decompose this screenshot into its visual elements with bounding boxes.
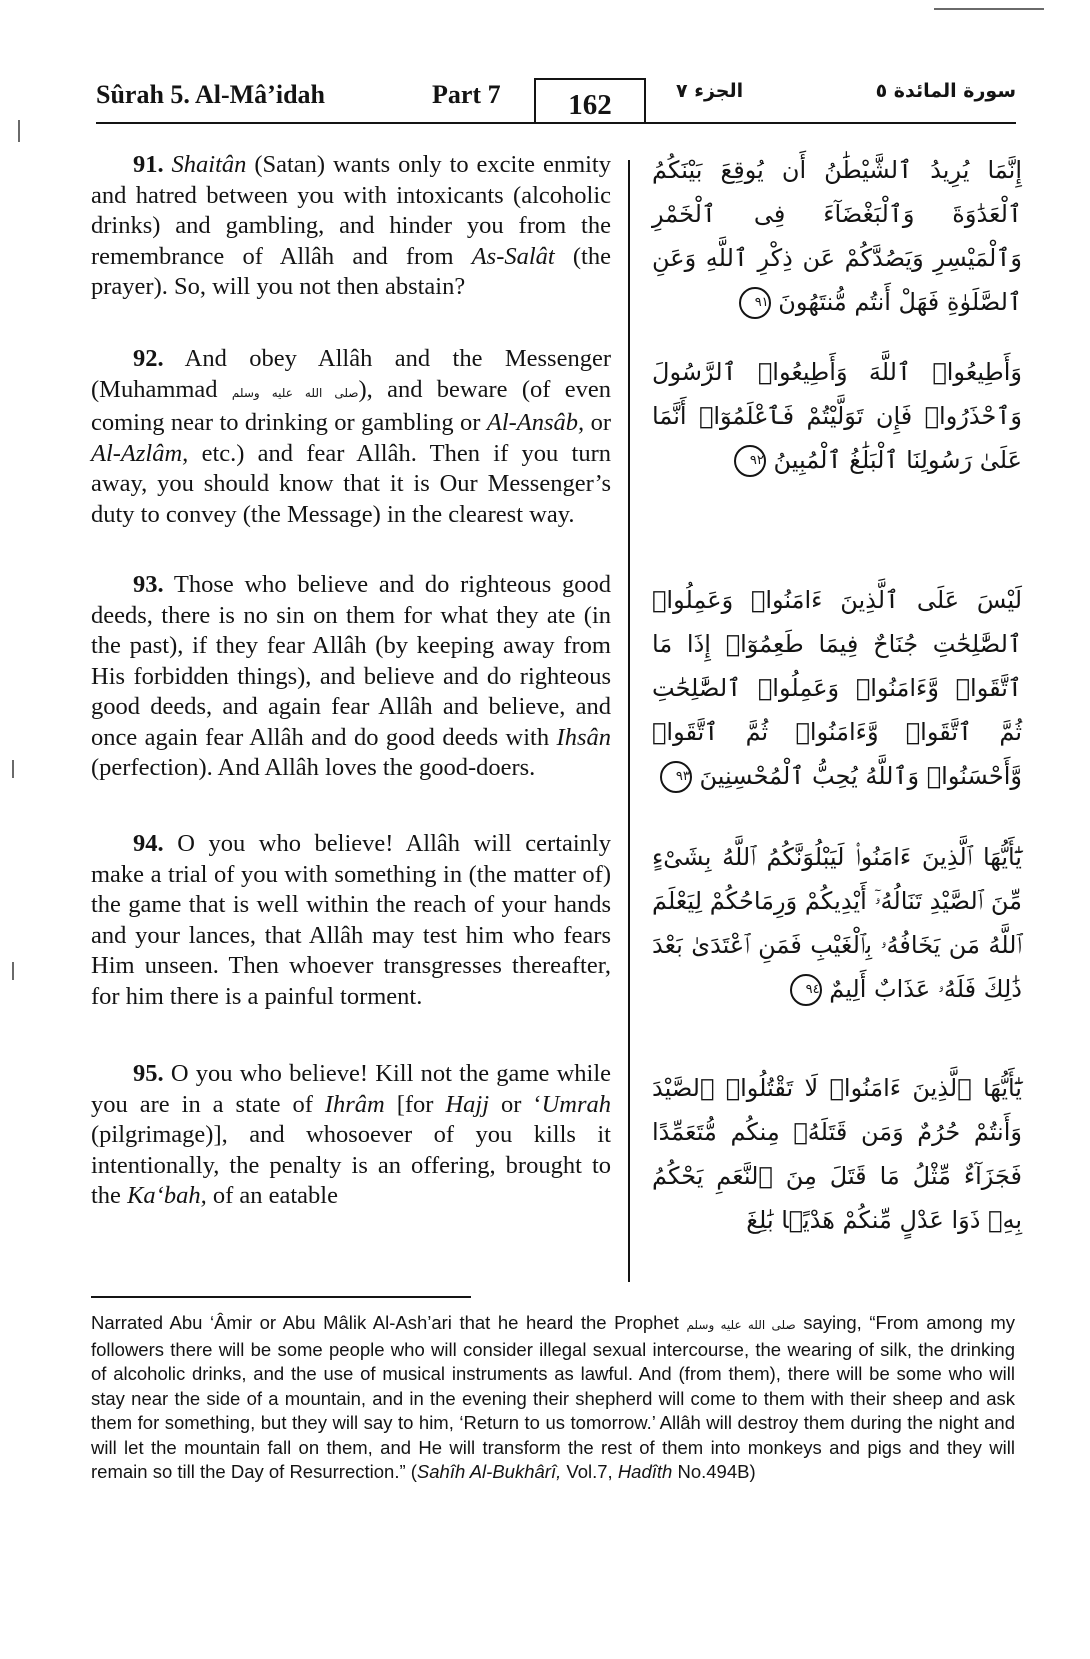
part-label-ar: الجزء ٧ [676, 80, 744, 102]
arabic-verse-94: يَٰٓأَيُّهَا ٱلَّذِينَ ءَامَنُوا۟ لَيَبْلُوَنَّكُمُ ٱللَّهُ بِشَىْءٍ مِّنَ ٱلصَّيْدِ تَنَالُهُۥٓ أَيْدِيكُمْ وَرِمَاحُكُمْ لِيَعْلَمَ ٱللَّهُ مَن يَخَافُهُۥ بِٱلْغَيْبِ فَمَنِ ٱعْتَدَىٰ بَعْدَ ذَٰلِكَ فَلَهُۥ عَذَابٌ أَلِيمٌ ٩٤ [652, 835, 1022, 1011]
footnote: Narrated Abu ‘Âmir or Abu Mâlik Al-Ash’ari that he heard the Prophet صلى الله عليه وسلم saying, “From among my followers there will be some people who will consider illegal sexual intercourse, the wearing of silk, the drinking of alcoholic drinks, and the use of musical instruments as lawful. And (from them), there will be some who will stay near the side of a mountain, and in the evening their shepherd will come to them with their sheep and ask them for something, but they will say to him, ‘Return to us tomorrow.’ Allâh will destroy them during the night and will let the mountain fall on them, and He will transform the rest of them into monkeys and pigs and they will remain so till the Day of Resurrection.” (Sahîh Al-Bukhârî, Vol.7, Hadîth No.494B) [91, 1312, 1015, 1482]
part-label-en: Part 7 [432, 80, 501, 109]
verse-92: 92. And obey Allâh and the Messenger (Muhammad صلى الله عليه وسلم), and beware (of even coming near to drinking or gambling or Al-Ansâb, or Al-Azlâm, etc.) and fear Allâh. Then if you turn away, you should know that it is Our Messenger’s duty to convey (the Message) in the clearest way. [91, 345, 612, 528]
scan-edge-mark [934, 8, 1044, 10]
term: Al-Azlâm, [91, 439, 189, 467]
term: Shaitân [171, 151, 247, 178]
term: As-Salât [471, 242, 555, 270]
header-rule [96, 122, 1016, 124]
verse-number: 95. [133, 1060, 164, 1087]
verse-number: 94. [133, 830, 164, 857]
arabic-verse-92: وَأَطِيعُوا۟ ٱللَّهَ وَأَطِيعُوا۟ ٱلرَّسُولَ وَٱحْذَرُوا۟ فَإِن تَوَلَّيْتُمْ فَٱعْلَمُوٓا۟ أَنَّمَا عَلَىٰ رَسُولِنَا ٱلْبَلَٰغُ ٱلْمُبِينُ ٩٢ [652, 350, 1022, 482]
verse-number: 93. [133, 571, 164, 598]
term: Ihrâm [324, 1090, 385, 1118]
surah-title-en: Sûrah 5. Al-Mâ’idah [96, 80, 325, 109]
footnote-rule [91, 1296, 471, 1298]
verse-95: 95. O you who believe! Kill not the game while you are in a state of Ihrâm [for Hajj or ‘Umrah (pilgrimage)], and whosoever of you kills it intentionally, the penalty is an offering, brought to the Ka‘bah, of an eatable [91, 1060, 611, 1209]
column-divider [628, 160, 630, 1282]
ayah-number-marker: ٩٢ [734, 445, 766, 477]
surah-title-ar: سورة المائدة ٥ [875, 80, 1016, 102]
arabic-verse-93: لَيْسَ عَلَى ٱلَّذِينَ ءَامَنُوا۟ وَعَمِلُوا۟ ٱلصَّٰلِحَٰتِ جُنَاحٌ فِيمَا طَعِمُوٓا۟ إِذَا مَا ٱتَّقَوا۟ وَّءَامَنُوا۟ وَعَمِلُوا۟ ٱلصَّٰلِحَٰتِ ثُمَّ ٱتَّقَوا۟ وَّءَامَنُوا۟ ثُمَّ ٱتَّقَوا۟ وَّأَحْسَنُوا۟ وَٱللَّهُ يُحِبُّ ٱلْمُحْسِنِينَ ٩٣ [652, 578, 1022, 798]
scan-edge-mark [12, 962, 14, 980]
verse-93: 93. Those who believe and do righteous good deeds, there is no sin on them for what they ate (in the past), if they fear Allâh (by keeping away from His forbidden things), and believe and do righteous good deeds, and again fear Allâh and believe, and once again fear Allâh and do good deeds with Ihsân (perfection). And Allâh loves the good-doers. [91, 571, 611, 781]
scan-edge-mark [12, 760, 14, 778]
term: Ihsân [556, 723, 611, 751]
term: Hajj [445, 1090, 490, 1118]
term: Al-Ansâb, [486, 409, 585, 436]
salutation-ar: صلى الله عليه وسلم [686, 1318, 796, 1332]
ayah-number-marker: ٩١ [739, 287, 771, 319]
scan-edge-mark [18, 120, 20, 142]
verse-number: 92. [133, 345, 164, 372]
citation-term: Hadîth [617, 1461, 673, 1482]
term: Ka‘bah, [127, 1182, 207, 1209]
page-number: 162 [534, 78, 646, 122]
salutation-ar: صلى الله عليه وسلم [231, 385, 359, 400]
arabic-verse-95: يَٰٓأَيُّهَا ٱلَّذِينَ ءَامَنُوا۟ لَا تَقْتُلُوا۟ ٱلصَّيْدَ وَأَنتُمْ حُرُمٌ وَمَن قَتَلَهُۥ مِنكُم مُّتَعَمِّدًا فَجَزَآءٌ مِّثْلُ مَا قَتَلَ مِنَ ٱلنَّعَمِ يَحْكُمُ بِهِۦ ذَوَا عَدْلٍ مِّنكُمْ هَدْيًۢا بَٰلِغَ [652, 1074, 1022, 1234]
verse-91: 91. Shaitân (Satan) wants only to excite enmity and hatred between you with intoxicants (alcoholic drinks) and gambling, and hinder you from the remembrance of Allâh and from As-Salât (the prayer). So, will you not then abstain? [91, 151, 611, 300]
verse-number: 91. [133, 151, 164, 178]
term: Umrah [541, 1090, 611, 1118]
ayah-number-marker: ٩٤ [790, 974, 822, 1006]
page-header [96, 78, 1016, 126]
arabic-verse-91: إِنَّمَا يُرِيدُ ٱلشَّيْطَٰنُ أَن يُوقِعَ بَيْنَكُمُ ٱلْعَدَٰوَةَ وَٱلْبَغْضَآءَ فِى ٱلْخَمْرِ وَٱلْمَيْسِرِ وَيَصُدَّكُمْ عَن ذِكْرِ ٱللَّهِ وَعَنِ ٱلصَّلَوٰةِ فَهَلْ أَنتُم مُّنتَهُونَ ٩١ [652, 148, 1022, 324]
ayah-number-marker: ٩٣ [660, 761, 692, 793]
verse-94: 94. O you who believe! Allâh will certainly make a trial of you with something in (the matter of) the game that is well within the reach of your hands and your lances, that Allâh may test him who fears Him unseen. Then whoever transgresses thereafter, for him there is a painful torment. [91, 830, 611, 1010]
citation-source: Sahîh Al-Bukhârî, [416, 1461, 562, 1482]
